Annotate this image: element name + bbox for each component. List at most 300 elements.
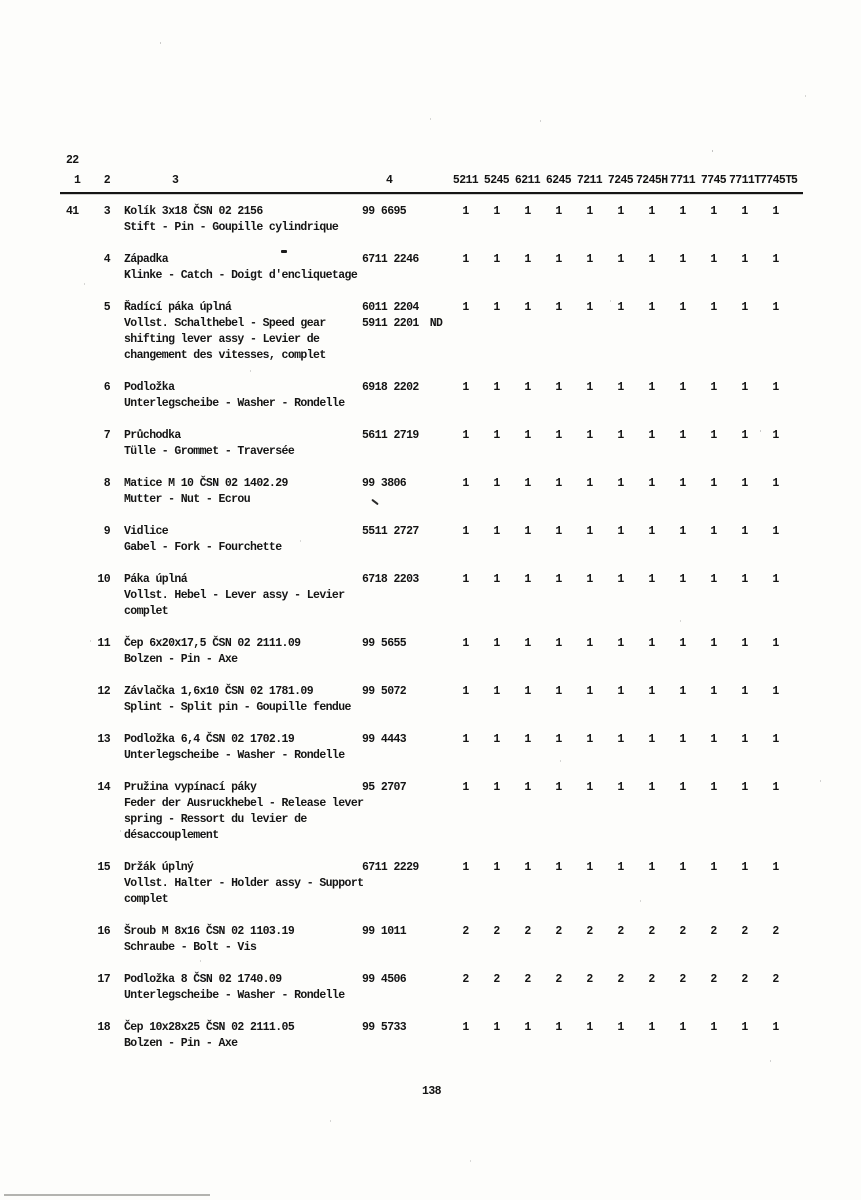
part-number: 99 6695: [362, 205, 407, 218]
quantity-value: 1: [710, 573, 717, 586]
quantity-value: 2: [462, 925, 469, 938]
quantity-value: 1: [617, 429, 624, 442]
part-number: 99 4506: [362, 973, 407, 986]
quantity-value: 1: [617, 205, 624, 218]
quantity-value: 1: [586, 477, 593, 490]
quantity-value: 1: [524, 381, 531, 394]
quantity-value: 1: [772, 525, 779, 538]
quantity-value: 1: [772, 253, 779, 266]
quantity-value: 1: [462, 781, 469, 794]
quantity-value: 1: [617, 525, 624, 538]
row-item-number: 8: [103, 477, 110, 490]
quantity-value: 1: [586, 381, 593, 394]
table-row: [60, 684, 803, 716]
part-number: 99 5733: [362, 1021, 407, 1034]
part-number: 99 3806: [362, 477, 407, 490]
availability-note: [422, 860, 450, 876]
table-row: [60, 636, 803, 668]
column-header-2: 2: [103, 174, 110, 187]
table-row: [60, 300, 803, 364]
part-number: 5511 2727: [362, 525, 419, 538]
availability-note: [422, 924, 450, 940]
quantity-value: 1: [617, 1021, 624, 1034]
description-line: Vollst. Halter - Holder assy - Support: [124, 877, 364, 890]
row-description: [124, 380, 352, 412]
quantity-value: 1: [524, 525, 531, 538]
model-column-header: 6211: [514, 174, 541, 187]
availability-note: [422, 1020, 450, 1036]
quantity-value: 1: [617, 781, 624, 794]
quantity-value: 1: [741, 381, 748, 394]
scan-artifact-bottom-line: [4, 1194, 210, 1196]
part-number: 99 5072: [362, 685, 407, 698]
description-line: Bolzen - Pin - Axe: [124, 653, 238, 666]
quantity-value: 1: [493, 477, 500, 490]
quantity-value: 1: [648, 861, 655, 874]
quantity-value: 1: [462, 861, 469, 874]
table-row: [60, 476, 803, 508]
model-column-header: 7711T: [729, 174, 761, 187]
model-column-header: 7745: [700, 174, 727, 187]
availability-note: [422, 428, 450, 444]
row-nd-marker: [422, 300, 450, 332]
row-quantities: [450, 204, 791, 220]
quantity-value: 1: [617, 477, 624, 490]
model-column-header: 7745T: [760, 174, 792, 187]
row-item-number: 18: [97, 1021, 110, 1034]
quantity-value: 1: [741, 429, 748, 442]
row-nd-marker: [422, 780, 450, 796]
description-line: Čep 10x28x25 ČSN 02 2111.05: [124, 1021, 295, 1034]
table-row: [60, 380, 803, 412]
part-number: 99 5655: [362, 637, 407, 650]
description-line: complet: [124, 893, 169, 906]
quantity-value: 2: [648, 925, 655, 938]
row-quantities: [450, 524, 791, 540]
quantity-value: 1: [524, 733, 531, 746]
quantity-value: 1: [493, 685, 500, 698]
row-part-numbers: [352, 924, 422, 940]
row-group-ref: 41: [66, 205, 79, 218]
quantity-value: 1: [648, 381, 655, 394]
availability-note: [422, 252, 450, 268]
quantity-value: 1: [772, 477, 779, 490]
quantity-value: 1: [648, 301, 655, 314]
quantity-value: 1: [648, 1021, 655, 1034]
quantity-value: 1: [462, 733, 469, 746]
quantity-value: 1: [493, 253, 500, 266]
quantity-value: 1: [462, 573, 469, 586]
quantity-value: 1: [524, 429, 531, 442]
row-item-number: 16: [97, 925, 110, 938]
quantity-value: 1: [462, 477, 469, 490]
quantity-value: 1: [524, 477, 531, 490]
row-description: [124, 204, 352, 236]
quantity-value: 1: [710, 685, 717, 698]
quantity-value: 1: [648, 781, 655, 794]
scan-artifact-dash: [281, 250, 287, 253]
quantity-value: 1: [586, 525, 593, 538]
row-part-numbers: [352, 252, 422, 268]
quantity-value: 1: [679, 573, 686, 586]
availability-note: [422, 380, 450, 396]
quantity-value: 1: [493, 573, 500, 586]
row-quantities: [450, 252, 791, 268]
row-part-numbers: [352, 204, 422, 220]
availability-note: [422, 972, 450, 988]
quantity-value: 1: [555, 525, 562, 538]
quantity-value: 1: [586, 861, 593, 874]
row-description: [124, 524, 352, 556]
quantity-value: 1: [710, 1021, 717, 1034]
row-nd-marker: [422, 524, 450, 540]
quantity-value: 1: [493, 733, 500, 746]
availability-note: [422, 636, 450, 652]
description-line: Podložka 6,4 ČSN 02 1702.19: [124, 733, 295, 746]
quantity-value: 1: [462, 525, 469, 538]
quantity-value: 1: [493, 525, 500, 538]
availability-note: [422, 780, 450, 796]
quantity-value: 1: [555, 573, 562, 586]
quantity-value: 1: [679, 477, 686, 490]
quantity-value: 1: [617, 301, 624, 314]
quantity-value: 1: [555, 1021, 562, 1034]
quantity-value: 1: [710, 477, 717, 490]
quantity-value: 1: [555, 637, 562, 650]
quantity-value: 1: [555, 301, 562, 314]
quantity-value: 2: [710, 925, 717, 938]
quantity-value: 1: [586, 733, 593, 746]
quantity-value: 1: [617, 861, 624, 874]
quantity-value: 1: [524, 253, 531, 266]
quantity-value: 1: [462, 637, 469, 650]
table-row: [60, 972, 803, 1004]
quantity-value: 2: [586, 973, 593, 986]
quantity-value: 1: [741, 1021, 748, 1034]
description-line: Stift - Pin - Goupille cylindrique: [124, 221, 339, 234]
quantity-value: 1: [524, 205, 531, 218]
row-description: [124, 972, 352, 1004]
row-part-numbers: [352, 476, 422, 492]
quantity-value: 1: [493, 637, 500, 650]
quantity-value: 1: [710, 381, 717, 394]
row-item-number: 5: [103, 301, 110, 314]
quantity-value: 2: [710, 973, 717, 986]
row-item-number: 10: [97, 573, 110, 586]
description-line: Bolzen - Pin - Axe: [124, 1037, 238, 1050]
row-part-numbers: [352, 860, 422, 876]
quantity-value: 1: [462, 1021, 469, 1034]
quantity-value: 1: [741, 733, 748, 746]
quantity-value: 1: [493, 781, 500, 794]
quantity-value: 1: [772, 381, 779, 394]
description-line: Vollst. Hebel - Lever assy - Levier: [124, 589, 345, 602]
quantity-value: 2: [555, 925, 562, 938]
row-nd-marker: [422, 572, 450, 588]
quantity-value: 1: [772, 205, 779, 218]
row-nd-marker: [422, 204, 450, 220]
row-quantities: [450, 732, 791, 748]
quantity-value: 1: [710, 637, 717, 650]
quantity-value: 2: [772, 925, 779, 938]
quantity-value: 1: [493, 1021, 500, 1034]
quantity-value: 1: [741, 253, 748, 266]
quantity-value: 1: [679, 685, 686, 698]
description-line: désaccouplement: [124, 829, 219, 842]
description-line: spring - Ressort du levier de: [124, 813, 307, 826]
quantity-value: 1: [586, 301, 593, 314]
quantity-value: 2: [493, 973, 500, 986]
quantity-value: 2: [617, 973, 624, 986]
page-number: 138: [422, 1085, 441, 1098]
availability-note: [422, 684, 450, 700]
quantity-value: 1: [555, 733, 562, 746]
quantity-value: 1: [741, 861, 748, 874]
description-line: Držák úplný: [124, 861, 194, 874]
quantity-value: 2: [524, 925, 531, 938]
row-nd-marker: [422, 684, 450, 700]
part-number: 99 4443: [362, 733, 407, 746]
part-number: 6711 2229: [362, 861, 419, 874]
quantity-value: 1: [493, 381, 500, 394]
quantity-value: 1: [679, 381, 686, 394]
row-item-number: 4: [103, 253, 110, 266]
quantity-value: 1: [493, 429, 500, 442]
quantity-value: 1: [679, 205, 686, 218]
quantity-value: 1: [648, 637, 655, 650]
description-line: Vidlice: [124, 525, 169, 538]
row-quantities: [450, 300, 791, 316]
quantity-value: 1: [462, 429, 469, 442]
row-quantities: [450, 380, 791, 396]
quantity-value: 1: [772, 301, 779, 314]
description-line: Řadící páka úplná: [124, 301, 232, 314]
row-part-numbers: [352, 300, 422, 332]
table-row: [60, 524, 803, 556]
model-column-header: 7711: [669, 174, 696, 187]
quantity-value: 1: [462, 685, 469, 698]
row-quantities: [450, 860, 791, 876]
description-line: Pružina vypínací páky: [124, 781, 257, 794]
description-line: Unterlegscheibe - Washer - Rondelle: [124, 749, 345, 762]
description-line: Podložka 8 ČSN 02 1740.09: [124, 973, 282, 986]
quantity-value: 1: [555, 781, 562, 794]
row-part-numbers: [352, 572, 422, 588]
quantity-value: 2: [555, 973, 562, 986]
description-line: Západka: [124, 253, 169, 266]
row-quantities: [450, 684, 791, 700]
description-line: changement des vitesses, complet: [124, 349, 326, 362]
quantity-value: 1: [710, 861, 717, 874]
quantity-value: 2: [772, 973, 779, 986]
row-description: [124, 860, 364, 908]
row-item-number: 6: [103, 381, 110, 394]
quantity-value: 1: [555, 253, 562, 266]
quantity-value: 1: [679, 1021, 686, 1034]
row-quantities: [450, 572, 791, 588]
quantity-value: 2: [741, 925, 748, 938]
row-quantities: [450, 1020, 791, 1036]
description-line: Průchodka: [124, 429, 181, 442]
row-quantities: [450, 428, 791, 444]
quantity-value: 1: [741, 685, 748, 698]
model-column-header: 5245: [483, 174, 510, 187]
quantity-value: 2: [462, 973, 469, 986]
quantity-value: 1: [493, 205, 500, 218]
part-number: 6718 2203: [362, 573, 419, 586]
table-row: [60, 1020, 803, 1052]
row-description: [124, 572, 352, 620]
description-line: complet: [124, 605, 169, 618]
quantity-value: 1: [462, 205, 469, 218]
row-description: [124, 924, 352, 956]
quantity-value: 1: [772, 1021, 779, 1034]
quantity-value: 2: [679, 925, 686, 938]
model-column-header: 5211: [452, 174, 479, 187]
part-number: 95 2707: [362, 781, 407, 794]
column-header-row: [60, 173, 803, 189]
row-nd-marker: [422, 972, 450, 988]
quantity-value: 1: [741, 781, 748, 794]
row-nd-marker: [422, 636, 450, 652]
description-line: Závlačka 1,6x10 ČSN 02 1781.09: [124, 685, 314, 698]
part-number: 6711 2246: [362, 253, 419, 266]
table-row: [60, 572, 803, 620]
quantity-value: 1: [648, 429, 655, 442]
row-item-number: 14: [97, 781, 110, 794]
row-part-numbers: [352, 524, 422, 540]
availability-note: ND: [429, 317, 443, 330]
quantity-value: 1: [555, 429, 562, 442]
quantity-value: 1: [617, 733, 624, 746]
quantity-value: 1: [710, 301, 717, 314]
quantity-value: 2: [493, 925, 500, 938]
quantity-value: 1: [524, 781, 531, 794]
description-line: Splint - Split pin - Goupille fendue: [124, 701, 351, 714]
row-description: [124, 780, 364, 844]
quantity-value: 1: [462, 381, 469, 394]
quantity-value: 1: [679, 733, 686, 746]
quantity-value: 2: [679, 973, 686, 986]
description-line: Kolík 3x18 ČSN 02 2156: [124, 205, 263, 218]
quantity-value: 1: [710, 205, 717, 218]
description-line: Unterlegscheibe - Washer - Rondelle: [124, 397, 345, 410]
row-nd-marker: [422, 476, 450, 492]
row-description: [124, 684, 352, 716]
quantity-value: 1: [741, 477, 748, 490]
quantity-value: 1: [617, 685, 624, 698]
row-quantities: [450, 924, 791, 940]
row-quantities: [450, 780, 791, 796]
row-item-number: 3: [103, 205, 110, 218]
quantity-value: 1: [648, 253, 655, 266]
quantity-value: 1: [493, 301, 500, 314]
column-header-4: 4: [386, 174, 393, 187]
quantity-value: 1: [524, 573, 531, 586]
quantity-value: 1: [772, 861, 779, 874]
row-nd-marker: [422, 1020, 450, 1036]
description-line: Šroub M 8x16 ČSN 02 1103.19: [124, 925, 295, 938]
quantity-value: 1: [741, 573, 748, 586]
row-part-numbers: [352, 732, 422, 748]
row-nd-marker: [422, 428, 450, 444]
row-part-numbers: [352, 684, 422, 700]
quantity-value: 1: [586, 637, 593, 650]
quantity-value: 1: [648, 685, 655, 698]
quantity-value: 1: [617, 253, 624, 266]
availability-note: [422, 204, 450, 220]
row-description: [124, 300, 352, 364]
row-nd-marker: [422, 252, 450, 268]
quantity-value: 1: [679, 525, 686, 538]
quantity-value: 1: [586, 1021, 593, 1034]
description-line: Matice M 10 ČSN 02 1402.29: [124, 477, 288, 490]
quantity-value: 1: [772, 637, 779, 650]
quantity-value: 1: [679, 861, 686, 874]
quantity-value: 1: [679, 781, 686, 794]
row-description: [124, 732, 352, 764]
row-part-numbers: [352, 380, 422, 396]
table-row: [60, 732, 803, 764]
row-quantities: [450, 972, 791, 988]
quantity-value: 1: [710, 525, 717, 538]
part-number: 99 1011: [362, 925, 407, 938]
quantity-value: 1: [555, 477, 562, 490]
table-row: [60, 204, 803, 236]
quantity-value: 1: [586, 573, 593, 586]
row-item-number: 15: [97, 861, 110, 874]
quantity-value: 2: [524, 973, 531, 986]
quantity-value: 1: [679, 429, 686, 442]
quantity-value: 1: [524, 637, 531, 650]
availability-note: [422, 476, 450, 492]
model-column-header: 7211: [576, 174, 603, 187]
quantity-value: 1: [648, 733, 655, 746]
quantity-value: 2: [586, 925, 593, 938]
row-description: [124, 476, 352, 508]
row-nd-marker: [422, 860, 450, 876]
row-nd-marker: [422, 380, 450, 396]
row-item-number: 12: [97, 685, 110, 698]
table-row: [60, 780, 803, 844]
quantity-value: 1: [710, 253, 717, 266]
description-line: Gabel - Fork - Fourchette: [124, 541, 282, 554]
quantity-value: 1: [524, 861, 531, 874]
availability-note: [422, 572, 450, 588]
quantity-value: 1: [772, 429, 779, 442]
table-row: [60, 924, 803, 956]
row-item-number: 13: [97, 733, 110, 746]
quantity-value: 1: [493, 861, 500, 874]
quantity-value: 1: [586, 429, 593, 442]
quantity-value: 1: [648, 477, 655, 490]
parts-table-body: [60, 194, 803, 1052]
description-line: Klinke - Catch - Doigt d'encliquetage: [124, 269, 358, 282]
row-item-number: 11: [97, 637, 110, 650]
row-part-numbers: [352, 636, 422, 652]
quantity-value: 1: [772, 573, 779, 586]
description-line: Schraube - Bolt - Vis: [124, 941, 257, 954]
row-part-numbers: [352, 428, 422, 444]
row-part-numbers: [352, 1020, 422, 1036]
scan-noise: [0, 0, 1, 2]
sheet-reference-number: 22: [66, 154, 79, 167]
quantity-value: 1: [555, 861, 562, 874]
quantity-value: 1: [586, 205, 593, 218]
row-quantities: [450, 476, 791, 492]
quantity-value: 1: [648, 205, 655, 218]
row-description: [124, 636, 352, 668]
